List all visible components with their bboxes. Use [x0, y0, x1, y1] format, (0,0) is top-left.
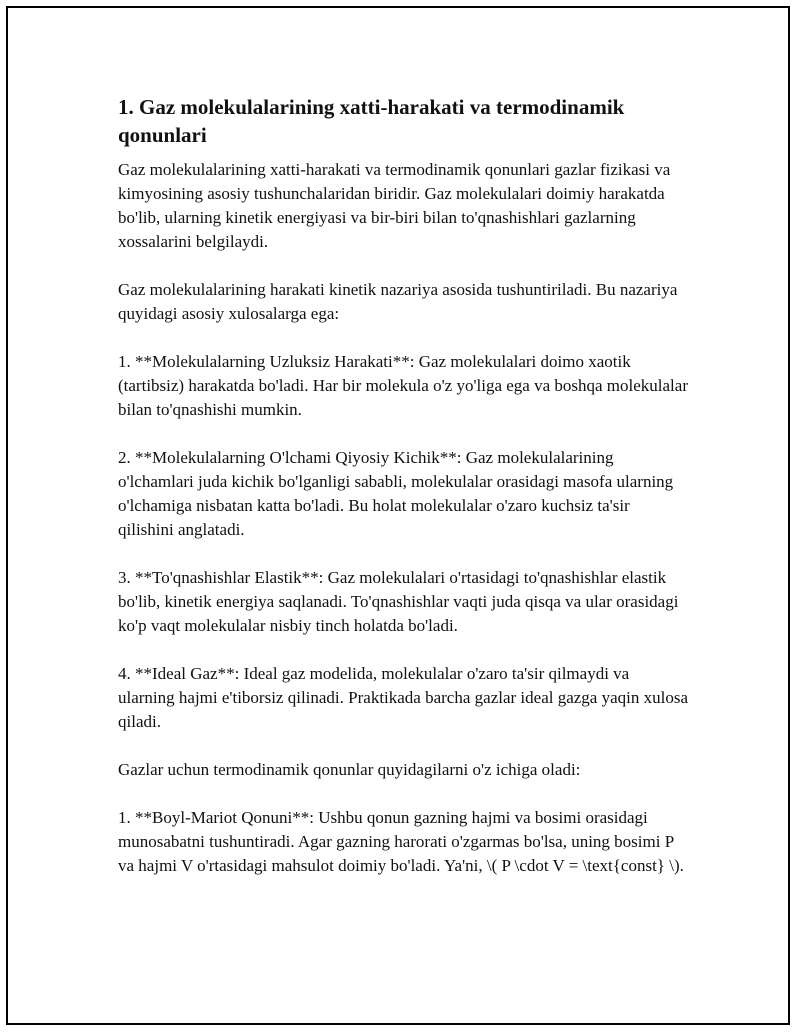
list-item-elastic-collisions: 3. **To'qnashishlar Elastik**: Gaz molekulalari o'rtasidagi to'qnashishlar elastik bo'lib, kinetik energiya saqlanadi. To'qnashishlar vaqti juda qisqa va ular orasidagi ko'p vaqt molekulalar nisbiy tinch holatda bo'ladi.	[118, 568, 679, 635]
list-item-boyle-mariotte: 1. **Boyl-Mariot Qonuni**: Ushbu qonun gazning hajmi va bosimi orasidagi munosabatni tushuntiradi. Agar gazning harorati o'zgarmas bo'lsa, uning bosimi P va hajmi V o'rtasidagi mahsulot doimiy bo'ladi. Ya'ni, \( P \cdot V = \text{const} \).	[118, 808, 684, 875]
list-item-ideal-gas: 4. **Ideal Gaz**: Ideal gaz modelida, molekulalar o'zaro ta'sir qilmaydi va ularning hajmi e'tiborsiz qilinadi. Praktikada barcha gazlar ideal gazga yaqin xulosa qiladi.	[118, 664, 688, 731]
paragraph-thermo-laws: Gazlar uchun termodinamik qonunlar quyidagilarni o'z ichiga oladi:	[118, 760, 581, 779]
list-item-molecule-size: 2. **Molekulalarning O'lchami Qiyosiy Kichik**: Gaz molekulalarining o'lchamlari juda kichik bo'lganligi sababli, molekulalar orasidagi masofa ularning o'lchamiga nisbatan katta bo'ladi. Bu holat molekulalar o'zaro kuchsiz ta'sir qilishini anglatadi.	[118, 448, 674, 539]
list-item-continuous-motion: 1. **Molekulalarning Uzluksiz Harakati**: Gaz molekulalari doimo xaotik (tartibsiz) harakatda bo'ladi. Har bir molekula o'z yo'liga ega va boshqa molekulalar bilan to'qnashishi mumkin.	[118, 352, 688, 419]
paragraph-kinetic-theory: Gaz molekulalarining harakati kinetik nazariya asosida tushuntiriladi. Bu nazariya quyidagi asosiy xulosalarga ega:	[118, 280, 678, 323]
paragraph-intro: Gaz molekulalarining xatti-harakati va termodinamik qonunlari gazlar fizikasi va kimyosining asosiy tushunchalaridan biridir. Gaz molekulalari doimiy harakatda bo'lib, ularning kinetik energiyasi va bir-biri bilan to'qnashishlari gazlarning xossalarini belgilaydi.	[118, 160, 671, 251]
document-body	[118, 93, 688, 902]
section-heading: 1. Gaz molekulalarining xatti-harakati va termodinamik qonunlari	[118, 95, 625, 147]
